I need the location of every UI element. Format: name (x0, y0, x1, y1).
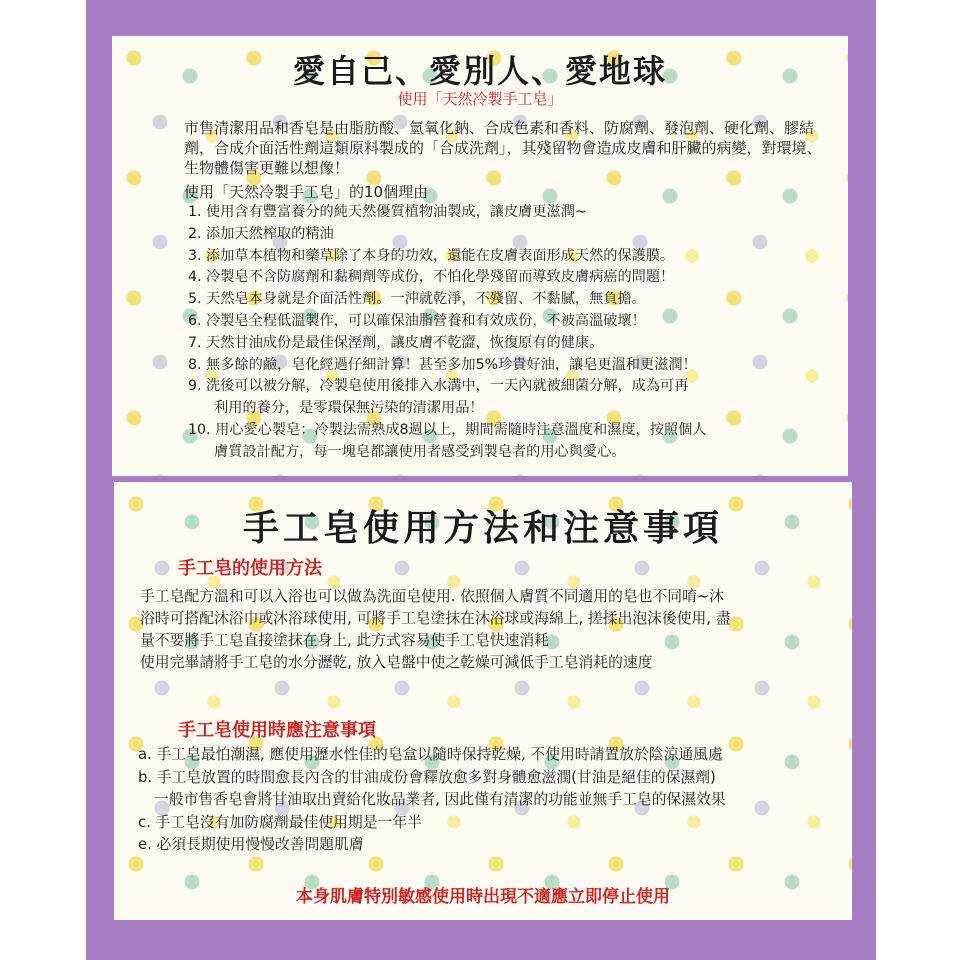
page-title: 愛自己、愛別人、愛地球 (292, 52, 667, 90)
top-card (112, 36, 848, 476)
list-item: 9. 洗後可以被分解，冷製皂使用後排入水溝中，一天內就被細菌分解，成為可再 利用的養分，是零環保無污染的清潔用品！ (188, 378, 689, 417)
section-title: 手工皂使用方法和注意事項 (242, 507, 723, 549)
reasons-title: 使用「天然冷製手工皂」的10個理由 (184, 183, 429, 201)
warning-text: 本身肌膚特別敏感使用時出現不適應立即停止使用 (296, 887, 670, 907)
list-item: 6. 冷製皂全程低溫製作，可以確保油脂營養和有效成份，不被高溫破壞！ (188, 312, 646, 329)
list-item: 7. 天然甘油成份是最佳保溼劑，讓皮膚不乾澀，恢復原有的健康。 (188, 334, 604, 351)
list-item: a. 手工皂最怕潮濕, 應使用瀝水性佳的皂盒以隨時保持乾燥, 不使用時請置放於陰涼通風處 (138, 746, 723, 763)
list-item: 4. 冷製皂不含防腐劑和黏稠劑等成份，不怕化學殘留而導致皮膚病癌的問題！ (188, 269, 675, 286)
list-item: 1. 使用含有豐富養分的純天然優質植物油製成，讓皮膚更滋潤~ (188, 204, 587, 220)
list-item: 8. 無多餘的鹼，皂化經過仔細計算！甚至多加5%珍貴好油，讓皂更溫和更滋潤！ (188, 356, 697, 373)
list-item: 2. 添加天然榨取的精油 (188, 225, 334, 242)
usage-heading: 手工皂的使用方法 (178, 558, 322, 579)
list-item: 一般市售香皂會將甘油取出賣給化妝品業者, 因此僅有清潔的功能並無手工皂的保濕效果 (154, 791, 726, 809)
care-list (138, 744, 848, 857)
list-item: 5. 天然皂本身就是介面活性劑。一沖就乾淨，不殘留、不黏膩，無負擔。 (188, 291, 646, 308)
list-item: b. 手工皂放置的時間愈長內含的甘油成份會釋放愈多對身體愈滋潤(甘油是絕佳的保濕劑) (138, 768, 716, 786)
subtitle: 使用「天然冷製手工皂」 (397, 90, 563, 108)
intro-paragraph: 市售清潔用品和香皂是由脂肪酸、氫氧化鈉、合成色素和香料、防腐劑、發泡劑、硬化劑、膠結劑，合成介面活性劑這類原料製成的「合成洗劑」，其殘留物會造成皮膚和肝臟的病變，對環境、生物體傷害更難以想像！ (184, 119, 822, 177)
care-heading: 手工皂使用時應注意事項 (178, 720, 376, 741)
list-item: 3. 添加草本植物和藥草除了本身的功效，還能在皮膚表面形成天然的保護膜。 (188, 247, 675, 264)
list-item: c. 手工皂沒有加防腐劑最佳使用期是一年半 (138, 813, 422, 831)
reasons-list (188, 202, 838, 464)
list-item: e. 必須長期使用慢慢改善問題肌膚 (138, 836, 364, 854)
usage-paragraph: 手工皂配方溫和可以入浴也可以做為洗面皂使用. 依照個人膚質不同適用的皂也不同唷~沐 浴時可搭配沐浴巾或沐浴球使用, 可將手工皂塗抹在沐浴球或海綿上, 搓揉出泡沫後使用, 盡 量不要將手工皂直接塗抹在身上, 此方式容易使手工皂快速消耗 使用完畢請將手工皂的水分瀝乾, 放入皂盤中使之乾燥可減低手工皂消耗的速度 (140, 588, 731, 671)
list-item: 10. 用心愛心製皂：冷製法需熟成8週以上，期間需隨時注意溫度和濕度，按照個人 膚質設計配方，每一塊皂都讓使用者感受到製皂者的用心與愛心。 (188, 421, 707, 460)
bottom-card (114, 482, 852, 920)
